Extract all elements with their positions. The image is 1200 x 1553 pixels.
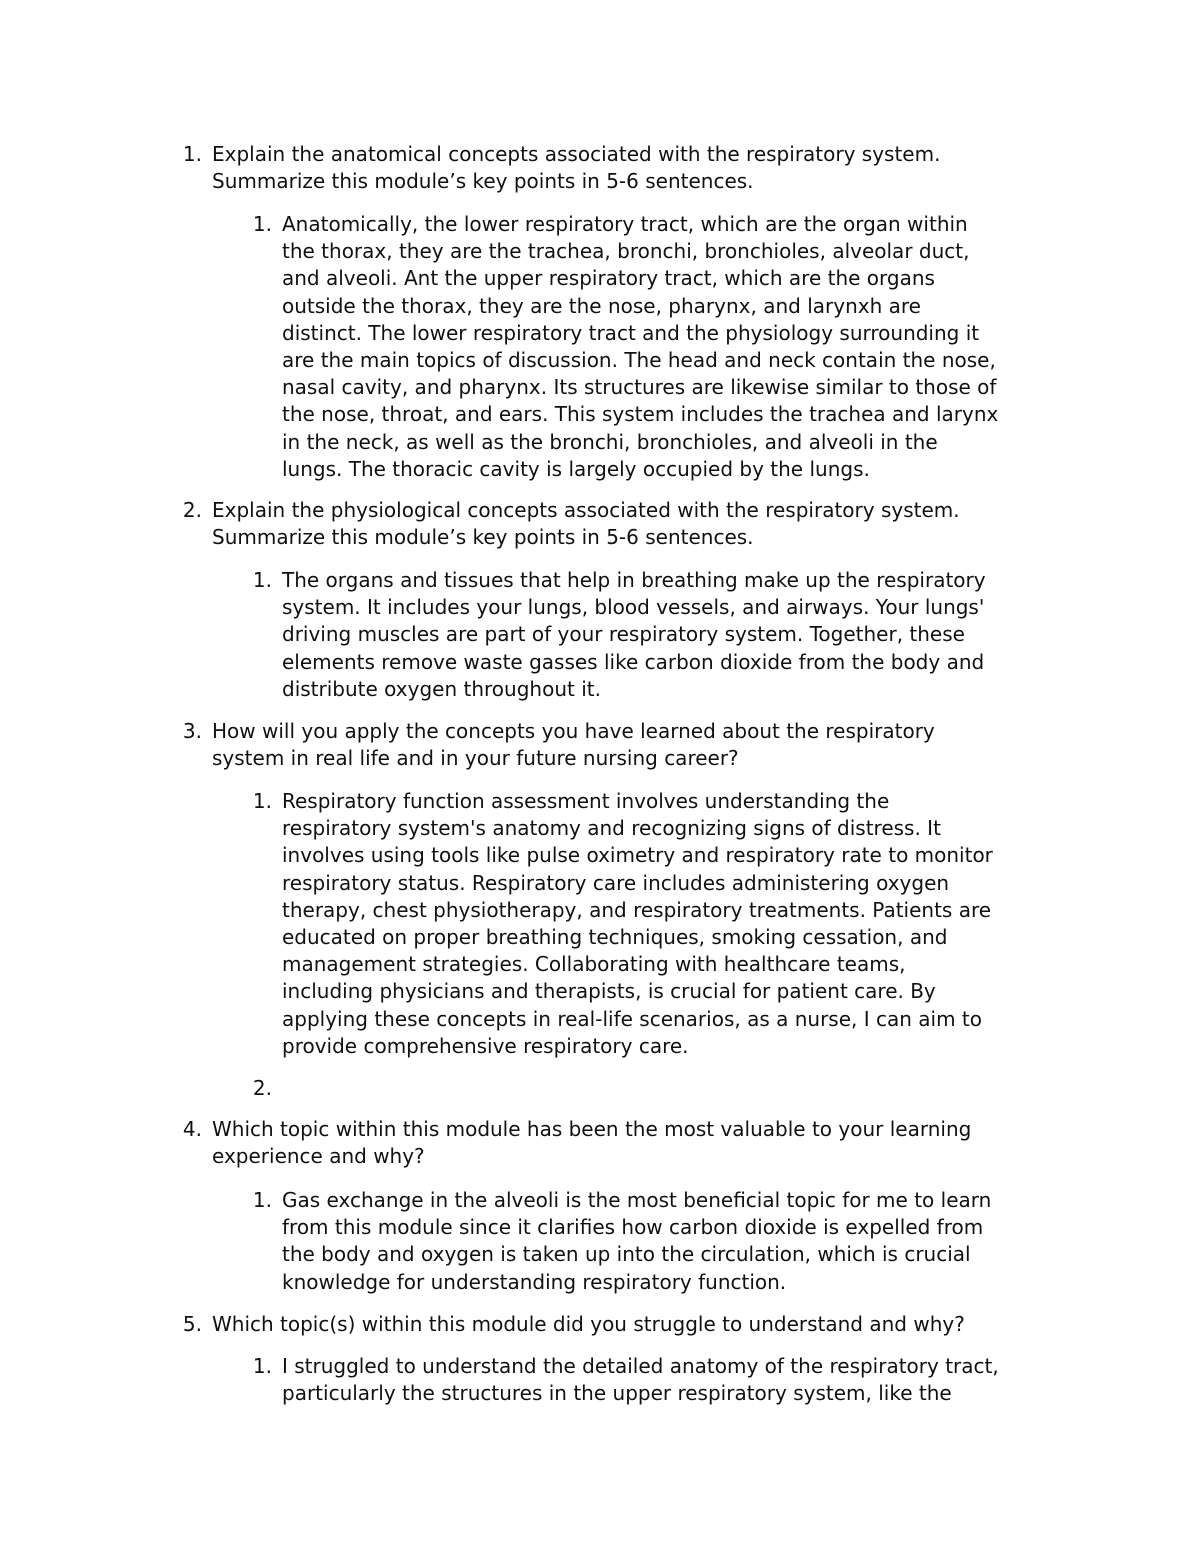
question-text: Which topic within this module has been the most valuable to your learning experience and why? xyxy=(212,1117,972,1168)
question-number: 1. xyxy=(182,142,202,166)
question-text: How will you apply the concepts you have learned about the respiratory system in real life and in your future nursing career? xyxy=(212,719,935,770)
answer-number: 1. xyxy=(252,789,272,813)
answer-text: The organs and tissues that help in breathing make up the respiratory system. It includes your lungs, blood vessels, and airways. Your lungs' driving muscles are part of your respiratory system. Together, these elements remove waste gasses like carbon dioxide from the body and distribute oxygen throughout it. xyxy=(282,568,986,701)
answer-text: Gas exchange in the alveoli is the most beneficial topic for me to learn from this module since it clarifies how carbon dioxide is expelled from the body and oxygen is taken up into the circulation, which is crucial knowledge for understanding respiratory function. xyxy=(282,1188,992,1294)
answer-number: 1. xyxy=(252,1354,272,1378)
question-text: Which topic(s) within this module did you struggle to understand and why? xyxy=(212,1312,965,1336)
answer-number: 1. xyxy=(252,1188,272,1212)
question-text: Explain the physiological concepts associated with the respiratory system. Summarize this module’s key points in 5-6 sentences. xyxy=(212,498,960,549)
question-text: Explain the anatomical concepts associated with the respiratory system. Summarize this module’s key points in 5-6 sentences. xyxy=(212,142,941,193)
question-number: 4. xyxy=(182,1117,202,1141)
question-number: 2. xyxy=(182,498,202,522)
answer-text: Anatomically, the lower respiratory tract, which are the organ within the thorax, they are the trachea, bronchi, bronchioles, alveolar duct, and alveoli. Ant the upper respiratory tract, which are the organs outside the thorax, they are the nose, pharynx, and larynxh are distinct. The lower respiratory tract and the physiology surrounding it are the main topics of discussion. The head and neck contain the nose, nasal cavity, and pharynx. Its structures are likewise similar to those of the nose, throat, and ears. This system includes the trachea and larynx in the neck, as well as the bronchi, bronchioles, and alveoli in the lungs. The thoracic cavity is largely occupied by the lungs. xyxy=(282,212,999,481)
answer-text: Respiratory function assessment involves understanding the respiratory system's anatomy and recognizing signs of distress. It involves using tools like pulse oximetry and respiratory rate to monitor respiratory status. Respiratory care includes administering oxygen therapy, chest physiotherapy, and respiratory treatments. Patients are educated on proper breathing techniques, smoking cessation, and management strategies. Collaborating with healthcare teams, including physicians and therapists, is crucial for patient care. By applying these concepts in real-life scenarios, as a nurse, I can aim to provide comprehensive respiratory care. xyxy=(282,789,993,1058)
answer-text: I struggled to understand the detailed anatomy of the respiratory tract, particularly the structures in the upper respiratory system, like the xyxy=(282,1354,999,1406)
answer-number: 1. xyxy=(252,212,272,236)
answer-number: 1. xyxy=(252,568,272,592)
answer-number: 2. xyxy=(252,1076,272,1100)
question-number: 5. xyxy=(182,1312,202,1336)
question-number: 3. xyxy=(182,719,202,743)
